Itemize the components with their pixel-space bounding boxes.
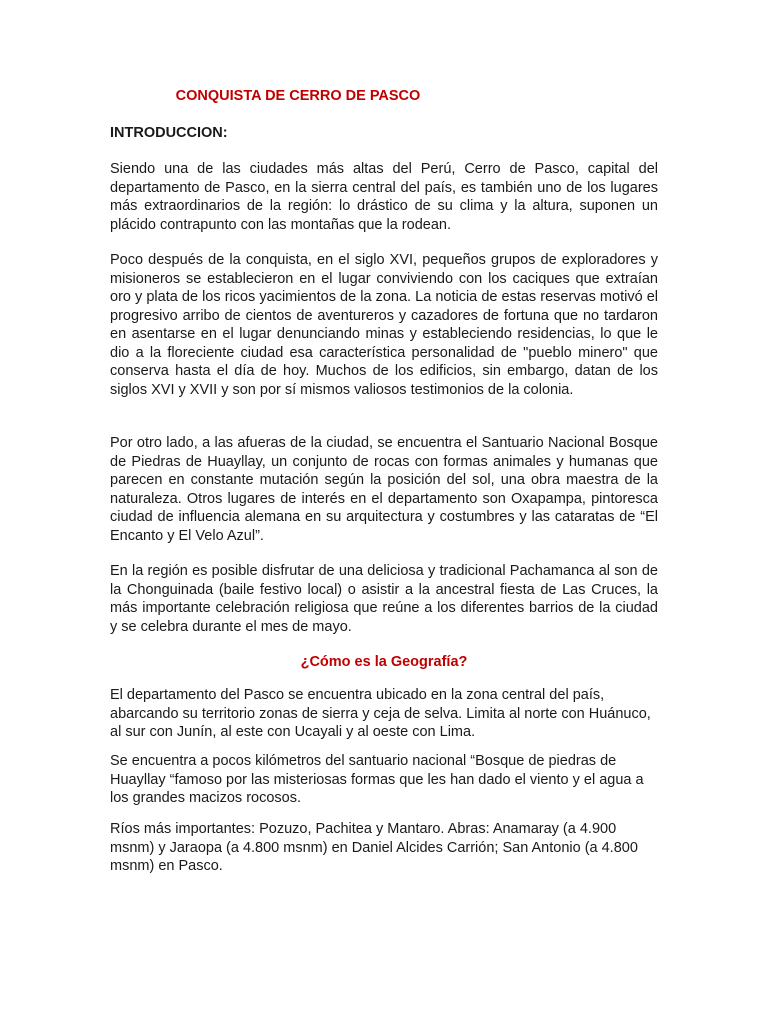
intro-paragraph-1: Siendo una de las ciudades más altas del Perú, Cerro de Pasco, capital del departamento de Pasco, en la sierra central del país, es también uno de los lugares más extraordinarios de la región: lo drástico de su clima y la altura, suponen un plácido contrapunto con las montañas que la rodean. — [110, 161, 658, 233]
intro-heading: INTRODUCCION: — [110, 125, 228, 141]
geography-heading: ¿Cómo es la Geografía? — [300, 654, 468, 670]
geography-paragraph-2: Se encuentra a pocos kilómetros del santuario nacional “Bosque de piedras de Huayllay “famoso por las misteriosas formas que les han dado el viento y el agua a los grandes macizos rocosos. — [110, 753, 644, 806]
document-title: CONQUISTA DE CERRO DE PASCO — [175, 88, 421, 104]
geography-paragraph-1: El departamento del Pasco se encuentra ubicado en la zona central del país, abarcando su territorio zonas de sierra y ceja de selva. Limita al norte con Huánuco, al sur con Junín, al este con Ucayali y al oeste con Lima. — [110, 687, 651, 740]
intro-paragraph-2: Poco después de la conquista, en el siglo XVI, pequeños grupos de exploradores y misioneros se establecieron en el lugar conviviendo con los caciques que extraían oro y plata de los ricos yacimientos de la zona. La noticia de estas reservas motivó el progresivo arribo de cientos de aventureros y cazadores de fortuna que no tardaron en asentarse en el lugar denunciando minas y estableciendo residencias, lo que le dio a la floreciente ciudad esa característica personalidad de "pueblo minero" que conserva hasta el día de hoy. Muchos de los edificios, sin embargo, datan de los siglos XVI y XVII y son por sí mismos valiosos testimonios de la colonia. — [110, 252, 658, 398]
intro-paragraph-3: Por otro lado, a las afueras de la ciudad, se encuentra el Santuario Nacional Bosque de Piedras de Huayllay, un conjunto de rocas con formas animales y humanas que parecen en constante mutación según la posición del sol, una obra maestra de la naturaleza. Otros lugares de interés en el departamento son Oxapampa, pintoresca ciudad de influencia alemana en su arquitectura y costumbres y las cataratas de “El Encanto y El Velo Azul”. — [110, 435, 658, 544]
geography-paragraph-3: Ríos más importantes: Pozuzo, Pachitea y Mantaro. Abras: Anamaray (a 4.900 msnm) y Jaraopa (a 4.800 msnm) en Daniel Alcides Carrión; San Antonio (a 4.800 msnm) en Pasco. — [110, 821, 638, 874]
intro-paragraph-4: En la región es posible disfrutar de una deliciosa y tradicional Pachamanca al son de la Chonguinada (baile festivo local) o asistir a la ancestral fiesta de Las Cruces, la más importante celebración religiosa que reúne a los diferentes barrios de la ciudad y se celebra durante el mes de mayo. — [110, 563, 658, 635]
